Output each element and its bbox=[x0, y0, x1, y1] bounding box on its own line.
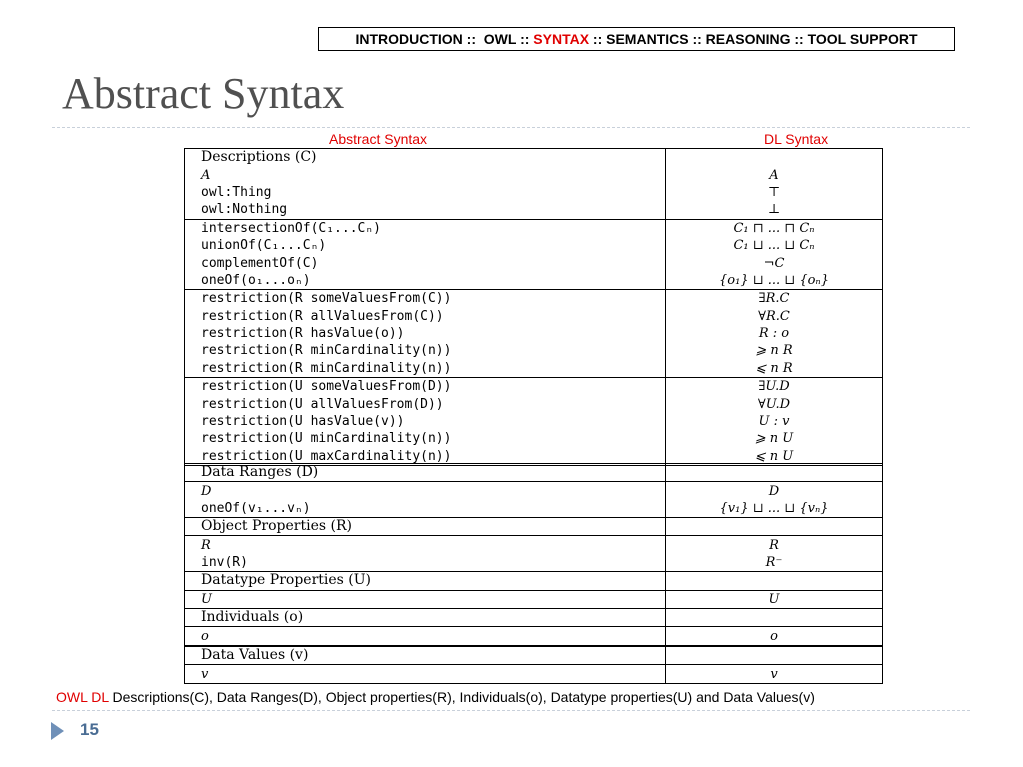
abstract-syntax-cell: Individuals (o) bbox=[185, 609, 666, 627]
abstract-syntax-cell: restriction(U minCardinality(n)) bbox=[185, 430, 666, 447]
dl-syntax-cell: R⁻ bbox=[666, 554, 883, 572]
nav-sections-after: :: SEMANTICS :: REASONING :: TOOL SUPPORT bbox=[589, 31, 918, 47]
abstract-syntax-cell: o bbox=[185, 627, 666, 645]
table-row bbox=[185, 290, 883, 308]
table-row bbox=[185, 308, 883, 325]
abstract-syntax-cell: v bbox=[185, 665, 666, 683]
table-row bbox=[185, 272, 883, 290]
dl-syntax-cell: o bbox=[666, 627, 883, 645]
table-row bbox=[185, 360, 883, 378]
table-row bbox=[185, 627, 883, 645]
abstract-syntax-cell: inv(R) bbox=[185, 554, 666, 572]
abstract-syntax-cell: restriction(R allValuesFrom(C)) bbox=[185, 308, 666, 325]
dl-syntax-cell: D bbox=[666, 482, 883, 500]
dl-syntax-cell: ∀U.D bbox=[666, 395, 883, 412]
table-row bbox=[185, 395, 883, 412]
dl-syntax-cell bbox=[666, 464, 883, 482]
table-row bbox=[185, 536, 883, 554]
table-row bbox=[185, 378, 883, 396]
dl-syntax-cell: v bbox=[666, 665, 883, 683]
dl-syntax-cell: C₁ ⊔ ... ⊔ Cₙ bbox=[666, 237, 883, 254]
dl-syntax-cell: R : o bbox=[666, 325, 883, 342]
abstract-syntax-cell: restriction(R someValuesFrom(C)) bbox=[185, 290, 666, 308]
abstract-syntax-cell: restriction(U someValuesFrom(D)) bbox=[185, 378, 666, 396]
table-row bbox=[185, 342, 883, 359]
dl-syntax-cell: U : v bbox=[666, 413, 883, 430]
abstract-syntax-cell: Descriptions (C) bbox=[185, 149, 666, 167]
table-row bbox=[185, 254, 883, 271]
abstract-syntax-cell: restriction(R minCardinality(n)) bbox=[185, 342, 666, 359]
dl-syntax-cell: ⊤ bbox=[666, 184, 883, 201]
abstract-syntax-column-header: Abstract Syntax bbox=[329, 131, 428, 147]
dl-syntax-cell bbox=[666, 609, 883, 627]
abstract-syntax-cell: Data Values (v) bbox=[185, 647, 666, 665]
dl-syntax-cell: ⩾ n R bbox=[666, 342, 883, 359]
abstract-syntax-cell: R bbox=[185, 536, 666, 554]
abstract-syntax-cell: restriction(U maxCardinality(n)) bbox=[185, 448, 666, 466]
table-row bbox=[185, 184, 883, 201]
descriptions-table bbox=[184, 148, 883, 466]
table-row bbox=[185, 219, 883, 237]
page-arrow-icon bbox=[51, 722, 64, 740]
table-row bbox=[185, 609, 883, 627]
dl-syntax-cell: ¬C bbox=[666, 254, 883, 271]
table-row bbox=[185, 149, 883, 167]
table-row bbox=[185, 554, 883, 572]
properties-table bbox=[184, 517, 883, 609]
dl-syntax-cell bbox=[666, 518, 883, 536]
dl-syntax-cell: ∀R.C bbox=[666, 308, 883, 325]
table-row bbox=[185, 325, 883, 342]
footer-description: Descriptions(C), Data Ranges(D), Object properties(R), Individuals(o), Datatype properties(U) and Data Values(v) bbox=[108, 689, 815, 705]
abstract-syntax-cell: restriction(U hasValue(v)) bbox=[185, 413, 666, 430]
footer-note bbox=[56, 689, 815, 705]
table-row bbox=[185, 572, 883, 590]
abstract-syntax-cell: restriction(R hasValue(o)) bbox=[185, 325, 666, 342]
abstract-syntax-cell: Data Ranges (D) bbox=[185, 464, 666, 482]
nav-sections-before: INTRODUCTION :: OWL :: bbox=[355, 31, 534, 47]
nav-current-section: SYNTAX bbox=[533, 31, 590, 47]
abstract-syntax-cell: restriction(U allValuesFrom(D)) bbox=[185, 395, 666, 412]
data-values-table bbox=[184, 646, 883, 684]
dl-syntax-cell: ⩽ n U bbox=[666, 448, 883, 466]
table-row bbox=[185, 201, 883, 219]
individuals-table bbox=[184, 608, 883, 646]
table-row bbox=[185, 413, 883, 430]
dl-syntax-cell: ⩾ n U bbox=[666, 430, 883, 447]
dl-syntax-cell: ⩽ n R bbox=[666, 360, 883, 378]
abstract-syntax-cell: unionOf(C₁...Cₙ) bbox=[185, 237, 666, 254]
dl-syntax-cell bbox=[666, 572, 883, 590]
page-number: 15 bbox=[80, 720, 99, 739]
dl-syntax-column-header: DL Syntax bbox=[764, 131, 829, 147]
table-row bbox=[185, 430, 883, 447]
table-row bbox=[185, 647, 883, 665]
abstract-syntax-cell: oneOf(v₁...vₙ) bbox=[185, 500, 666, 518]
data-ranges-table bbox=[184, 463, 883, 518]
dl-syntax-cell: {o₁} ⊔ ... ⊔ {oₙ} bbox=[666, 272, 883, 290]
dl-syntax-cell bbox=[666, 149, 883, 167]
abstract-syntax-cell: intersectionOf(C₁...Cₙ) bbox=[185, 219, 666, 237]
table-row bbox=[185, 665, 883, 683]
dl-syntax-cell: {v₁} ⊔ ... ⊔ {vₙ} bbox=[666, 500, 883, 518]
table-row bbox=[185, 500, 883, 518]
dl-syntax-cell: C₁ ⊓ ... ⊓ Cₙ bbox=[666, 219, 883, 237]
abstract-syntax-cell: oneOf(o₁...oₙ) bbox=[185, 272, 666, 290]
abstract-syntax-cell: Datatype Properties (U) bbox=[185, 572, 666, 590]
abstract-syntax-cell: Object Properties (R) bbox=[185, 518, 666, 536]
abstract-syntax-cell: D bbox=[185, 482, 666, 500]
abstract-syntax-cell: U bbox=[185, 590, 666, 608]
table-row bbox=[185, 482, 883, 500]
table-row bbox=[185, 166, 883, 183]
abstract-syntax-cell: owl:Thing bbox=[185, 184, 666, 201]
dl-syntax-cell: R bbox=[666, 536, 883, 554]
dl-syntax-cell: ∃U.D bbox=[666, 378, 883, 396]
abstract-syntax-cell: complementOf(C) bbox=[185, 254, 666, 271]
abstract-syntax-cell: owl:Nothing bbox=[185, 201, 666, 219]
table-row bbox=[185, 518, 883, 536]
table-row bbox=[185, 464, 883, 482]
abstract-syntax-cell: A bbox=[185, 166, 666, 183]
table-row bbox=[185, 590, 883, 608]
dl-syntax-cell: U bbox=[666, 590, 883, 608]
slide-title: Abstract Syntax bbox=[62, 69, 345, 118]
dl-syntax-cell: ⊥ bbox=[666, 201, 883, 219]
title-divider bbox=[52, 127, 970, 128]
dl-syntax-cell: A bbox=[666, 166, 883, 183]
dl-syntax-cell: ∃R.C bbox=[666, 290, 883, 308]
abstract-syntax-cell: restriction(R minCardinality(n)) bbox=[185, 360, 666, 378]
footer-divider bbox=[52, 710, 970, 711]
dl-syntax-cell bbox=[666, 647, 883, 665]
section-nav-breadcrumb bbox=[318, 27, 955, 51]
table-row bbox=[185, 237, 883, 254]
footer-owl-dl-label: OWL DL bbox=[56, 689, 109, 705]
